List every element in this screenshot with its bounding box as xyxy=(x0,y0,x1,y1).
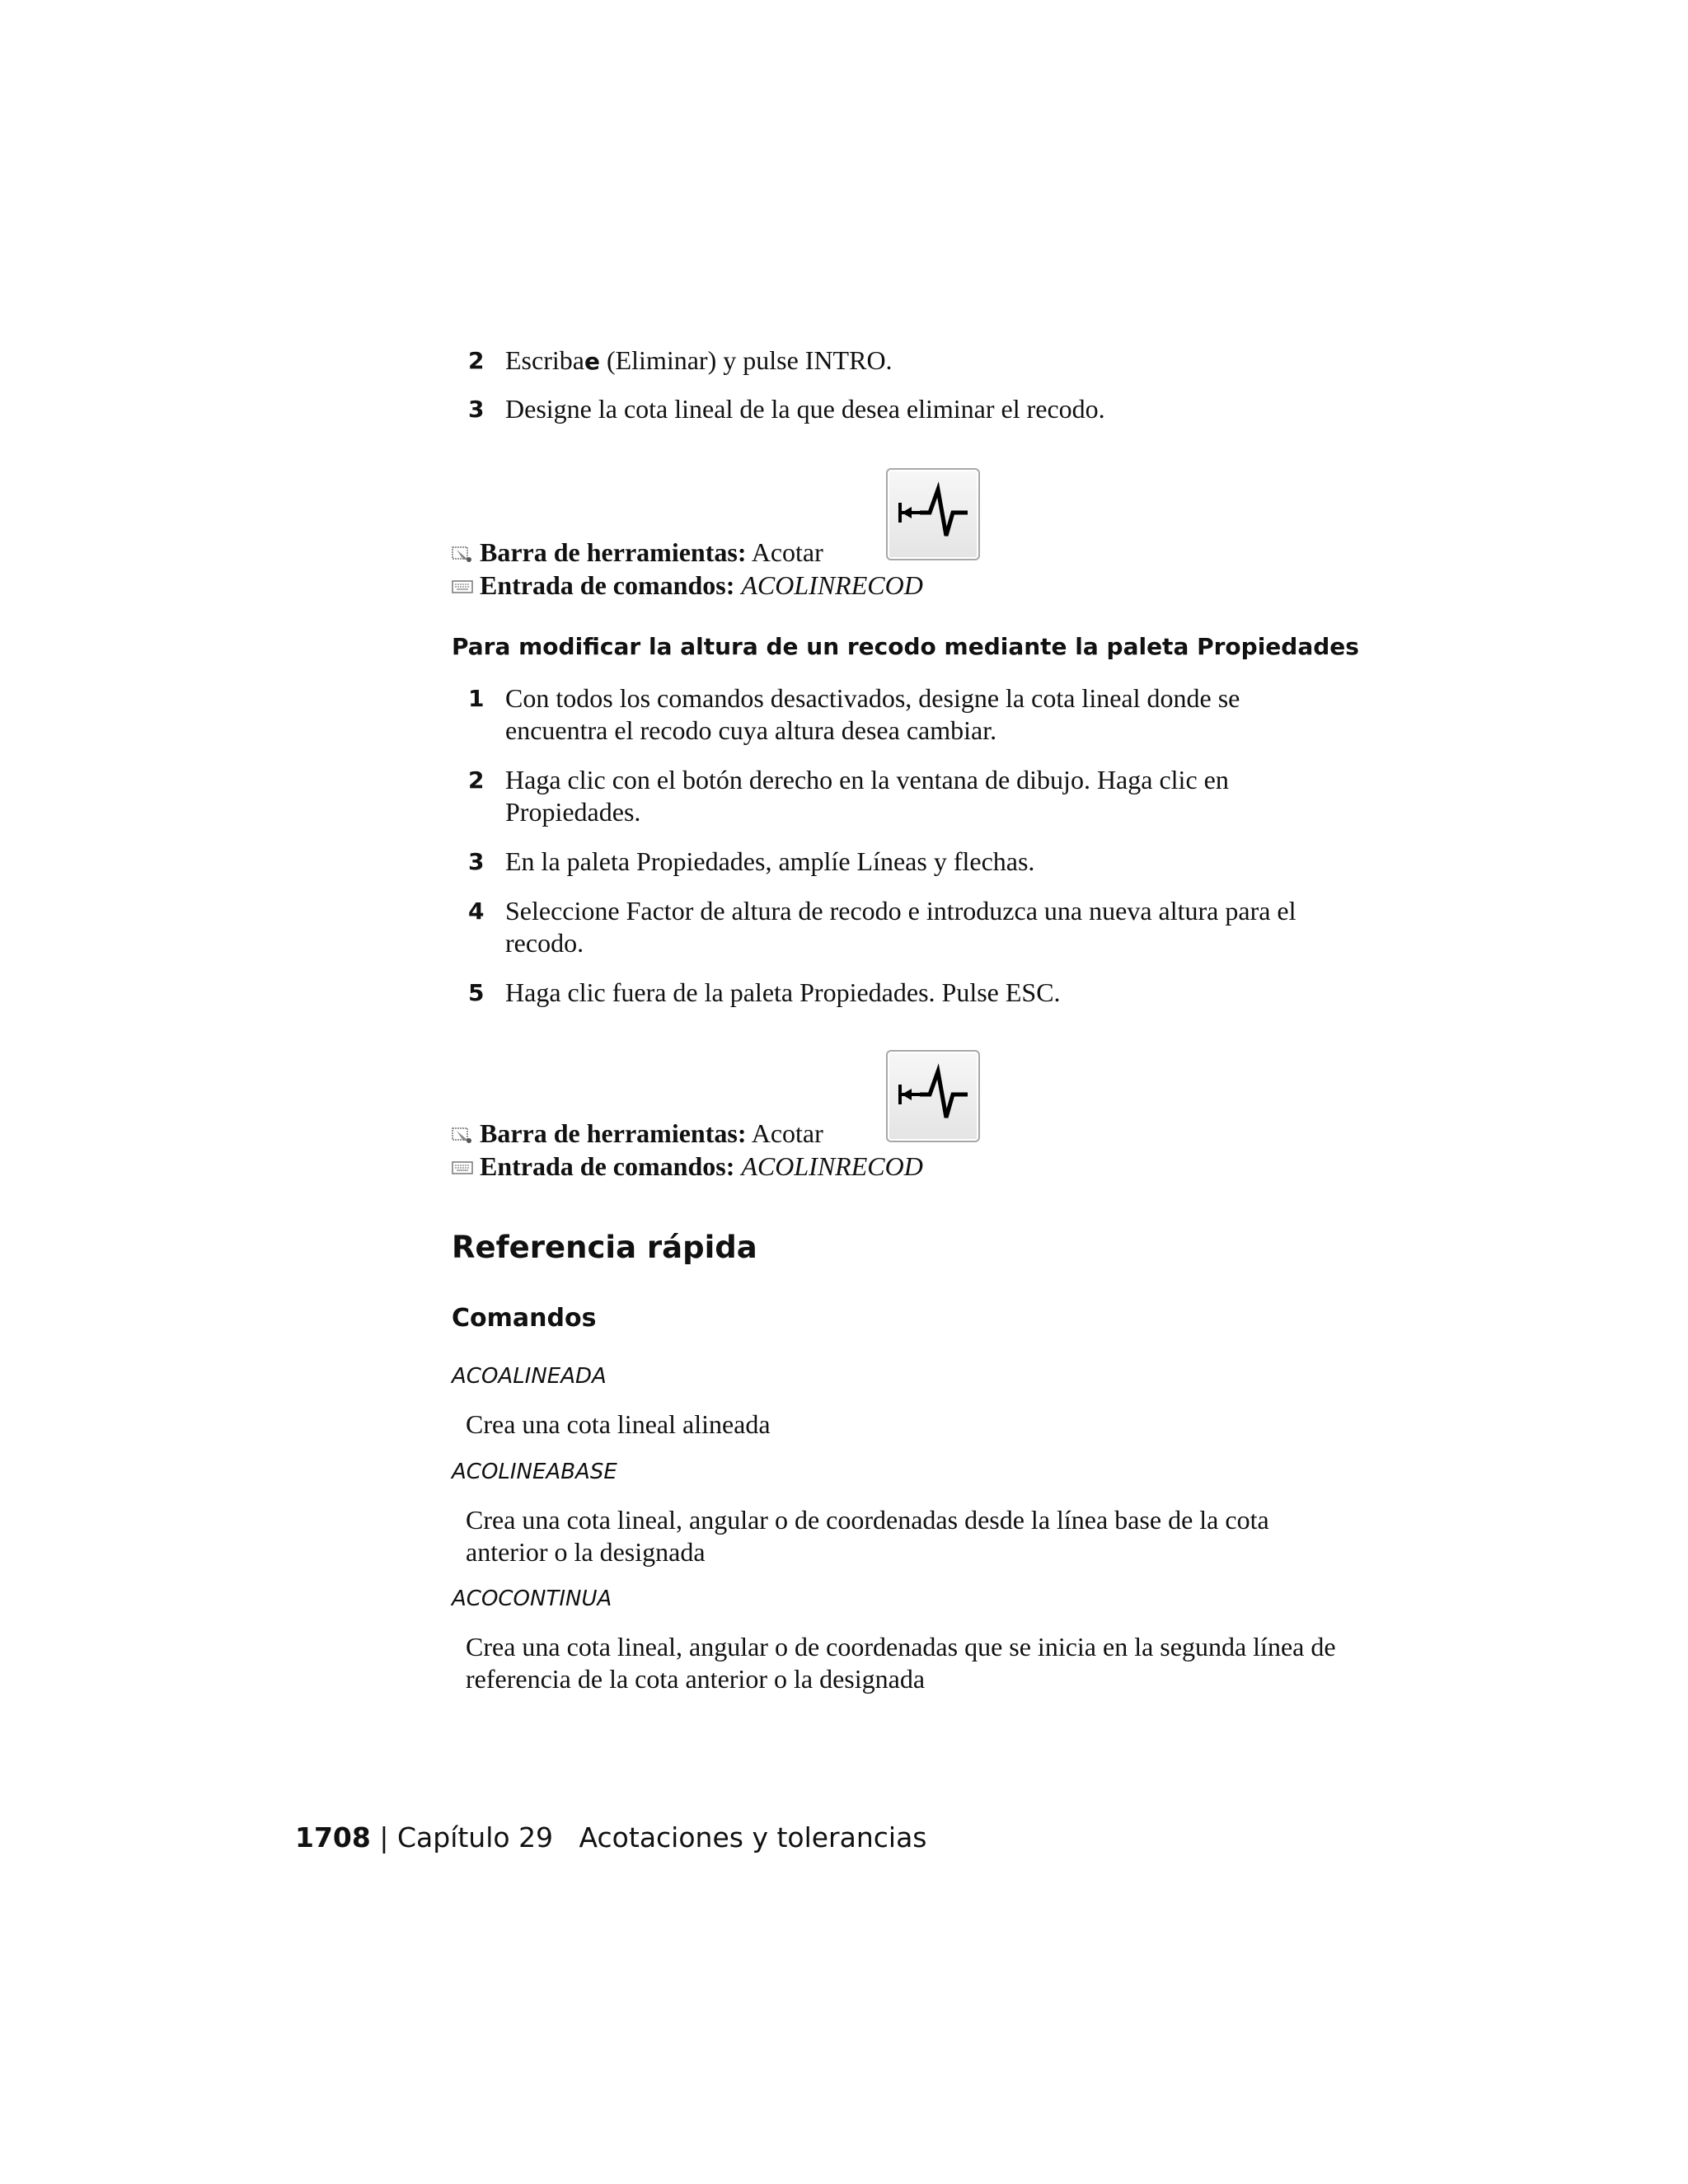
toolbar-line: Barra de herramientas: Acotar xyxy=(452,1118,823,1148)
command-name: ACOLINEABASE xyxy=(452,1460,617,1484)
command-description: Crea una cota lineal, angular o de coordenadas que se inicia en la segunda línea de referencia de la cota anterior o la designada xyxy=(466,1632,1336,1694)
step-text: Con todos los comandos desactivados, designe la cota lineal donde se encuentra el recodo cuya altura desea cambiar. xyxy=(505,683,1240,745)
step-text: Haga clic fuera de la paleta Propiedades. Pulse ESC. xyxy=(505,977,1061,1007)
chapter-title: Acotaciones y tolerancias xyxy=(579,1821,927,1854)
section-heading: Referencia rápida xyxy=(452,1230,757,1265)
step-number: 4 xyxy=(468,898,485,925)
step-text: Designe la cota lineal de la que desea eliminar el recodo. xyxy=(505,394,1105,424)
jogged-linear-button-icon xyxy=(886,468,980,560)
page-number: 1708 xyxy=(295,1821,371,1854)
subsection-heading: Comandos xyxy=(452,1304,597,1333)
page-footer xyxy=(295,1821,927,1854)
toolbar-icon xyxy=(452,539,473,557)
step-text: En la paleta Propiedades, amplíe Líneas y flechas. xyxy=(505,846,1035,876)
footer-separator: | xyxy=(379,1821,389,1854)
chapter-number: Capítulo 29 xyxy=(396,1821,554,1854)
step-text: Escribae (Eliminar) y pulse INTRO. xyxy=(505,345,893,375)
step-number: 2 xyxy=(468,347,485,374)
step-text: Haga clic con el botón derecho en la ventana de dibujo. Haga clic en Propiedades. xyxy=(505,765,1229,827)
step-number: 1 xyxy=(468,685,485,712)
jogged-linear-button-icon xyxy=(886,1050,980,1142)
procedure-heading: Para modificar la altura de un recodo mediante la paleta Propiedades xyxy=(452,633,1359,660)
keyboard-icon xyxy=(452,572,473,590)
step-number: 5 xyxy=(468,979,485,1006)
step-text: Seleccione Factor de altura de recodo e introduzca una nueva altura para el recodo. xyxy=(505,896,1296,958)
command-description: Crea una cota lineal alineada xyxy=(466,1409,771,1439)
step-number: 2 xyxy=(468,766,485,794)
toolbar-icon xyxy=(452,1120,473,1138)
toolbar-line: Barra de herramientas: Acotar xyxy=(452,537,823,567)
command-name: ACOALINEADA xyxy=(452,1364,607,1389)
step-number: 3 xyxy=(468,848,485,875)
step-number: 3 xyxy=(468,396,485,423)
command-description: Crea una cota lineal, angular o de coordenadas desde la línea base de la cota anterior o la designada xyxy=(466,1505,1269,1567)
command-line: Entrada de comandos: ACOLINRECOD xyxy=(452,1151,923,1181)
command-line: Entrada de comandos: ACOLINRECOD xyxy=(452,570,923,600)
keyboard-icon xyxy=(452,1153,473,1171)
command-name: ACOCONTINUA xyxy=(452,1586,612,1611)
